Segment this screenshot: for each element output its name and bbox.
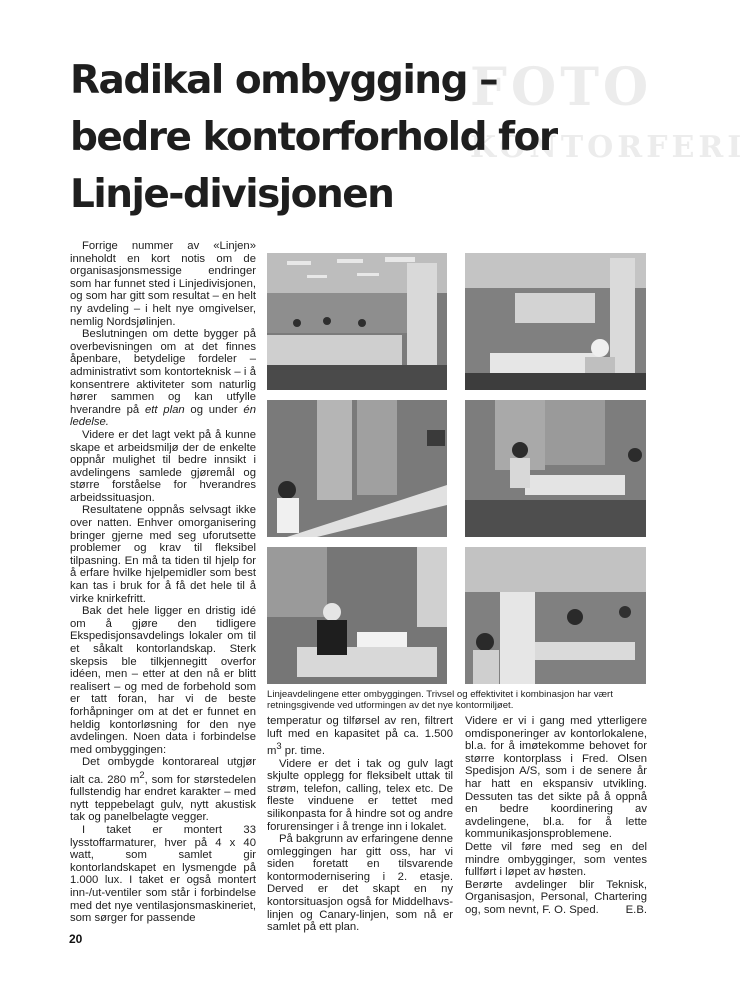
text-column-2 (267, 715, 453, 934)
paragraph: Videre er det lagt vekt på å kunne skape et arbeidsmiljø der de enkelte oppnår mulighet til bedre innsikt i avdelingens samlede gjøremål og større forståelse for hverandres arbeidssituasjon. (70, 428, 256, 504)
paragraph (465, 879, 647, 917)
text-run: , som for størstedelen fullstendig har endret karakter – med nytt teppebelagt gulv, nytt akustisk tak og panelbelagte vegger. (70, 773, 256, 824)
emphasis: én ledelse. (70, 403, 256, 429)
text-column-3 (465, 715, 647, 917)
background-lettering-line-1: FOTO (470, 57, 653, 118)
title-line-1: Radikal ombygging – (70, 58, 498, 103)
paragraph (70, 756, 256, 824)
author-signature: E.B. (625, 903, 647, 916)
office-photo-6 (465, 547, 646, 684)
text-run: og under (184, 403, 244, 416)
superscript: 3 (276, 740, 282, 752)
emphasis: ett plan (144, 403, 185, 416)
office-photo-4 (465, 400, 646, 537)
title-line-2: bedre kontorforhold for (70, 115, 557, 160)
paragraph (267, 715, 453, 758)
text-run: Berørte avdelinger blir Teknisk, Organisasjon, Personal, Chartering og, som nevnt, F. O. Sped. (465, 878, 647, 916)
paragraph: Videre er det i tak og gulv lagt skjulte opplegg for fleksibelt uttak til strøm, telefon, calling, telex etc. De fleste vinduene er tettet med silikonpasta for å hindre sot og andre forurensinger i å trenge inn i lokalet. (267, 757, 453, 833)
text-run: Beslutningen om dette bygger på overbevisningen om at det finnes åpenbare, betydelige fordeler – administrativt som kontorteknisk – i å konsentrere aktiviteter som naturlig hører sammen og kan utfylle hverandre på (70, 328, 256, 416)
text-run: Det ombygde kontorareal utgjør ialt ca. 280 m (70, 756, 256, 786)
photo-caption: Linjeavdelingene etter ombyggingen. Trivsel og effektivitet i kombinasjon har vært retningsgivende ved utformingen av det nye kontormiljøet. (267, 689, 613, 711)
office-photo-2 (465, 253, 646, 390)
background-lettering-line-2: KONTORFERI (470, 130, 745, 165)
title-line-3: Linje-divisjonen (70, 172, 394, 217)
text-column-1 (70, 240, 256, 925)
paragraph: I taket er montert 33 lysstoffarmaturer, hver på 4 x 40 watt, som samlet gir kontorlandskapet en lysmengde på 1.000 lux. I taket er også montert inn-/ut-ventiler som står i forbindelse med det nye ventilasjonsmaskineriet, som sørger for passende (70, 824, 256, 925)
paragraph: Videre er vi i gang med ytterligere omdisponeringer av kontorlokalene, bl.a. for å imøtekomme behovet for større kontorplass i Fred. Olsen Spedisjon A/S, som i de senere år har hatt en ekspansiv utvikling. Dessuten tas det sikte på å oppnå en bedre koordinering av avdelingene, bl.a. for å lette kommunikasjonsproblemene. (465, 715, 647, 841)
superscript: 2 (139, 768, 145, 780)
paragraph: Bak det hele ligger en dristig idé om å gjøre den tidligere Ekspedisjonsavdelings lokaler om til et såkalt kontorlandskap. Sterk skepsis ble tilkjennegitt overfor idéen, men – etter at den nå er blitt realisert – og med de forbehold som er tatt foran, har vi de beste forhåpninger om at det er funnet en heldig kontorløsning for den nye avdelingen. Noen data i forbindelse med ombyggingen: (70, 605, 256, 756)
office-photo-1 (267, 253, 447, 390)
paragraph: På bakgrunn av erfaringene denne omleggingen har gitt oss, har vi siden foretatt en tilsvarende kontormodernisering i 2. etasje. Derved er det skapt en ny kontorsituasjon også for Middelhavs-linjen og Canary-linjen, som nå er samlet på ett plan. (267, 833, 453, 934)
paragraph: Dette vil føre med seg en del mindre ombygginger, som ventes fullført i løpet av høsten. (465, 840, 647, 879)
office-photo-3 (267, 400, 447, 537)
text-run: pr. time. (281, 744, 325, 757)
page-number: 20 (69, 932, 83, 946)
office-photo-5 (267, 547, 447, 684)
paragraph: Resultatene oppnås selvsagt ikke over natten. Enhver omorganisering bringer gjerne med seg uforutsette problemer og krav til fleksibel tilpasning. En må ta tiden til hjelp for å erfare hvilke hjelpemidler som best kan tas i bruk for å få det hele til å virke knirkefritt. (70, 504, 256, 605)
paragraph: Forrige nummer av «Linjen» inneholdt en kort notis om de organisasjonsmessige endringer som har funnet sted i Linjedivisjonen, og som har gitt som resultat – en helt ny avdeling – i helt nye omgivelser, nemlig Nordsjølinjen. (70, 240, 256, 328)
article-title (70, 52, 630, 223)
text-run: temperatur og tilførsel av ren, filtrert luft med en kapasitet på ca. 1.500 m (267, 715, 453, 757)
paragraph (70, 328, 256, 429)
